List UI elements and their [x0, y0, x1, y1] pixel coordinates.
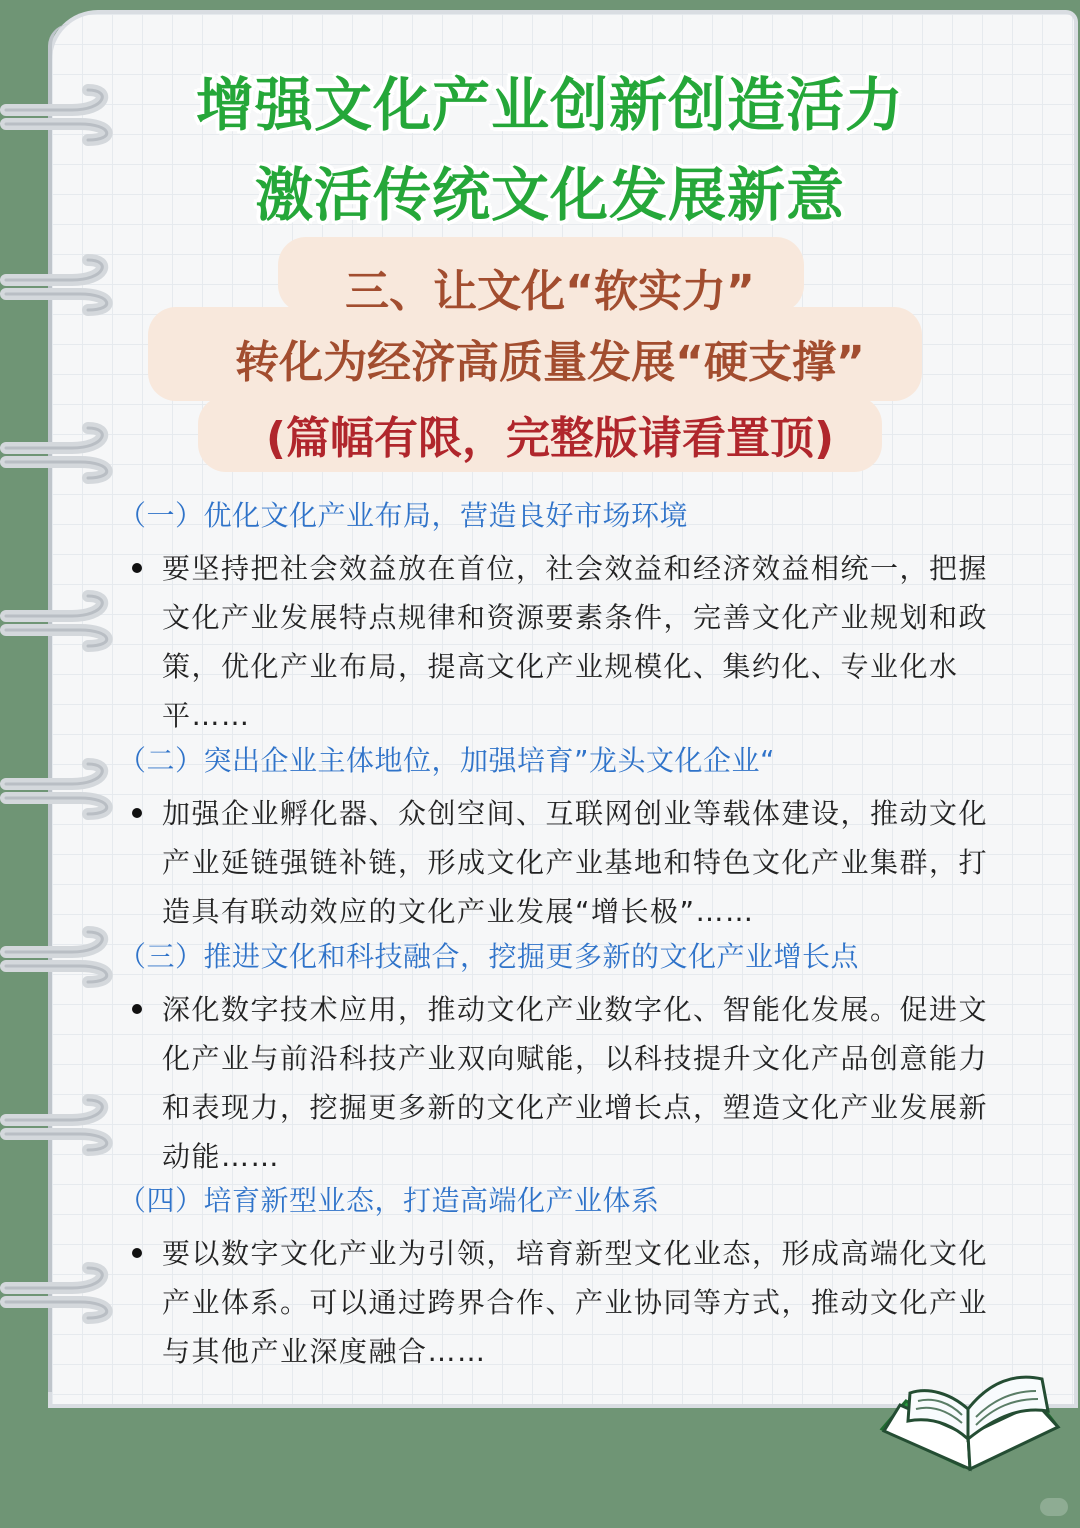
- bullet-item: [118, 544, 1018, 740]
- watermark-badge: [1040, 1498, 1068, 1516]
- binder-ring-icon: [0, 756, 120, 822]
- bullet-item: [118, 789, 1018, 936]
- bullet-dot-icon: [132, 1004, 142, 1014]
- section-subtitle-line-2: 转化为经济高质量发展“硬支撑”: [235, 337, 865, 388]
- content-section: [118, 1181, 1018, 1376]
- bullet-dot-icon: [132, 1248, 142, 1258]
- binder-ring-icon: [0, 420, 120, 486]
- binder-ring-icon: [0, 1092, 120, 1158]
- content-section: [118, 741, 1018, 936]
- bullet-text: 深化数字技术应用，推动文化产业数字化、智能化发展。促进文化产业与前沿科技产业双向赋能，以科技提升文化产品创意能力和表现力，挖掘更多新的文化产业增长点，塑造文化产业发展新动能……: [162, 993, 989, 1173]
- binder-ring-icon: [0, 924, 120, 990]
- bullet-text: 加强企业孵化器、众创空间、互联网创业等载体建设，推动文化产业延链强链补链，形成文化产业基地和特色文化产业集群，打造具有联动效应的文化产业发展“增长极”……: [162, 797, 989, 928]
- section-heading: （三）推进文化和科技融合，挖掘更多新的文化产业增长点: [118, 940, 860, 973]
- paper-edge: [48, 24, 70, 1392]
- section-heading: （二）突出企业主体地位，加强培育”龙头文化企业“: [118, 744, 776, 777]
- open-book-icon: [872, 1363, 1072, 1477]
- bullet-dot-icon: [132, 808, 142, 818]
- binder-ring-icon: [0, 1260, 120, 1326]
- bullet-dot-icon: [132, 563, 142, 573]
- page-title-line-2: 激活传统文化发展新意: [254, 161, 845, 229]
- section-heading: （一）优化文化产业布局，营造良好市场环境: [118, 499, 689, 532]
- binder-ring-icon: [0, 252, 120, 318]
- bullet-text: 要坚持把社会效益放在首位，社会效益和经济效益相统一，把握文化产业发展特点规律和资源要素条件，完善文化产业规划和政策，优化产业布局，提高文化产业规模化、集约化、专业化水平……: [162, 552, 989, 732]
- content-section: [118, 496, 1018, 740]
- binder-ring-icon: [0, 588, 120, 654]
- content-section: [118, 937, 1018, 1181]
- section-heading: （四）培育新型业态，打造高端化产业体系: [118, 1184, 660, 1217]
- binder-ring-icon: [0, 82, 120, 148]
- page-title-line-1: 增强文化产业创新创造活力: [195, 71, 904, 139]
- bullet-text: 要以数字文化产业为引领，培育新型文化业态，形成高端化文化产业体系。可以通过跨界合作、产业协同等方式，推动文化产业与其他产业深度融合……: [162, 1237, 989, 1368]
- section-subtitle-line-1: 三、让文化“软实力”: [345, 266, 755, 317]
- bullet-item: [118, 1229, 1018, 1376]
- section-subtitle-note: (篇幅有限，完整版请看置顶): [265, 413, 835, 464]
- bullet-item: [118, 985, 1018, 1181]
